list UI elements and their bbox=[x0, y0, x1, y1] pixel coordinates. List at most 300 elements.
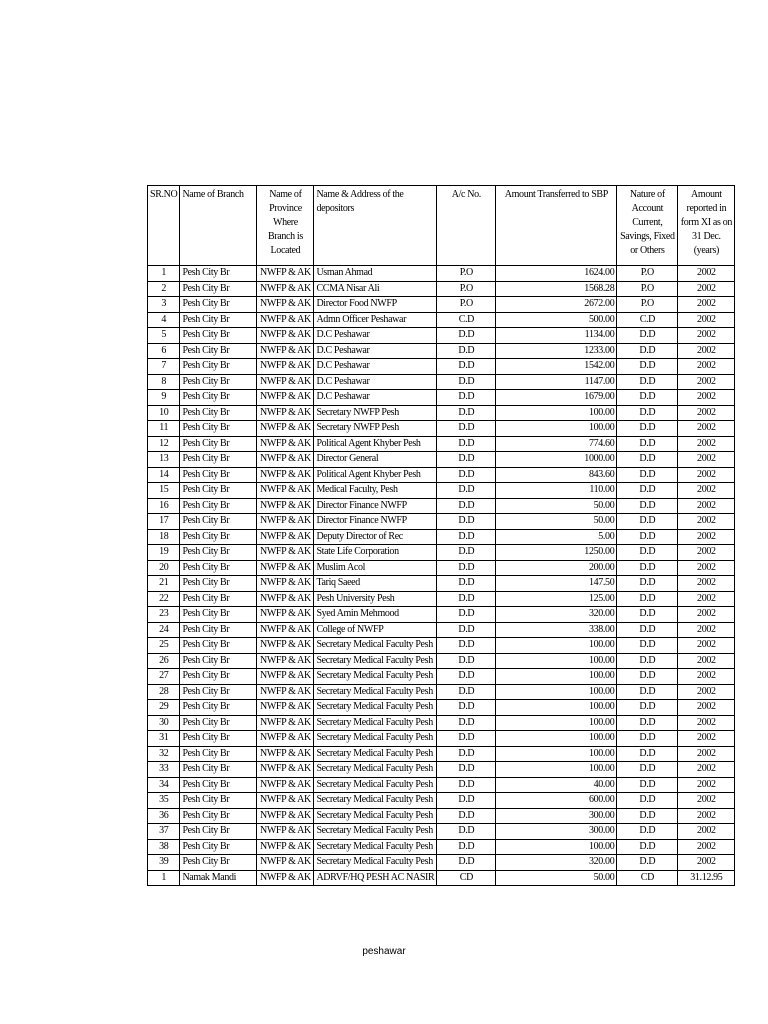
table-row bbox=[148, 545, 735, 561]
cell-province: NWFP & AK bbox=[257, 343, 314, 359]
cell-branch: Pesh City Br bbox=[180, 777, 257, 793]
cell-amount: 2672.00 bbox=[496, 297, 617, 313]
cell-branch: Pesh City Br bbox=[180, 824, 257, 840]
cell-amount: 1000.00 bbox=[496, 452, 617, 468]
cell-depositor: Director General bbox=[314, 452, 437, 468]
cell-depositor: State Life Corporation bbox=[314, 545, 437, 561]
cell-province: NWFP & AK bbox=[257, 793, 314, 809]
cell-nature: C.D bbox=[617, 312, 678, 328]
cell-branch: Pesh City Br bbox=[180, 607, 257, 623]
cell-nature: D.D bbox=[617, 731, 678, 747]
cell-depositor: Political Agent Khyber Pesh bbox=[314, 436, 437, 452]
cell-sr-no: 28 bbox=[148, 684, 180, 700]
cell-branch: Pesh City Br bbox=[180, 855, 257, 871]
cell-amount: 100.00 bbox=[496, 421, 617, 437]
cell-depositor: Political Agent Khyber Pesh bbox=[314, 467, 437, 483]
table-row bbox=[148, 622, 735, 638]
cell-account-no: D.D bbox=[437, 700, 496, 716]
table-row bbox=[148, 560, 735, 576]
cell-nature: D.D bbox=[617, 374, 678, 390]
cell-branch: Pesh City Br bbox=[180, 281, 257, 297]
cell-sr-no: 21 bbox=[148, 576, 180, 592]
cell-account-no: D.D bbox=[437, 421, 496, 437]
cell-province: NWFP & AK bbox=[257, 312, 314, 328]
cell-nature: D.D bbox=[617, 653, 678, 669]
cell-sr-no: 1 bbox=[148, 870, 180, 886]
cell-sr-no: 26 bbox=[148, 653, 180, 669]
cell-account-no: D.D bbox=[437, 793, 496, 809]
cell-branch: Pesh City Br bbox=[180, 684, 257, 700]
cell-sr-no: 13 bbox=[148, 452, 180, 468]
header-nature: Nature of Account Current, Savings, Fixed or Others bbox=[617, 186, 678, 266]
cell-reported: 2002 bbox=[678, 312, 735, 328]
table-row bbox=[148, 684, 735, 700]
cell-nature: D.D bbox=[617, 715, 678, 731]
cell-province: NWFP & AK bbox=[257, 483, 314, 499]
cell-account-no: P.O bbox=[437, 297, 496, 313]
cell-nature: D.D bbox=[617, 746, 678, 762]
cell-amount: 100.00 bbox=[496, 700, 617, 716]
cell-sr-no: 16 bbox=[148, 498, 180, 514]
cell-province: NWFP & AK bbox=[257, 700, 314, 716]
cell-branch: Pesh City Br bbox=[180, 746, 257, 762]
header-sr-no: SR.NO bbox=[148, 186, 180, 266]
cell-branch: Pesh City Br bbox=[180, 700, 257, 716]
cell-province: NWFP & AK bbox=[257, 452, 314, 468]
table-row bbox=[148, 328, 735, 344]
cell-nature: D.D bbox=[617, 421, 678, 437]
cell-branch: Pesh City Br bbox=[180, 359, 257, 375]
cell-nature: P.O bbox=[617, 281, 678, 297]
cell-reported: 2002 bbox=[678, 576, 735, 592]
page-footer: peshawar bbox=[362, 946, 406, 957]
cell-province: NWFP & AK bbox=[257, 514, 314, 530]
cell-branch: Pesh City Br bbox=[180, 529, 257, 545]
cell-amount: 320.00 bbox=[496, 855, 617, 871]
cell-province: NWFP & AK bbox=[257, 777, 314, 793]
table-row bbox=[148, 529, 735, 545]
table-row bbox=[148, 405, 735, 421]
cell-amount: 1542.00 bbox=[496, 359, 617, 375]
cell-nature: P.O bbox=[617, 266, 678, 282]
depositors-table bbox=[147, 185, 735, 886]
cell-nature: D.D bbox=[617, 467, 678, 483]
header-account-no: A/c No. bbox=[437, 186, 496, 266]
cell-branch: Pesh City Br bbox=[180, 762, 257, 778]
cell-account-no: D.D bbox=[437, 824, 496, 840]
cell-branch: Pesh City Br bbox=[180, 715, 257, 731]
table-row bbox=[148, 855, 735, 871]
cell-reported: 2002 bbox=[678, 483, 735, 499]
table-row bbox=[148, 343, 735, 359]
table-row bbox=[148, 514, 735, 530]
cell-sr-no: 6 bbox=[148, 343, 180, 359]
cell-account-no: D.D bbox=[437, 529, 496, 545]
cell-amount: 100.00 bbox=[496, 715, 617, 731]
cell-account-no: P.O bbox=[437, 281, 496, 297]
cell-depositor: Secretary NWFP Pesh bbox=[314, 421, 437, 437]
cell-reported: 2002 bbox=[678, 700, 735, 716]
cell-nature: D.D bbox=[617, 436, 678, 452]
table-row bbox=[148, 421, 735, 437]
cell-amount: 100.00 bbox=[496, 669, 617, 685]
cell-account-no: CD bbox=[437, 870, 496, 886]
cell-reported: 2002 bbox=[678, 545, 735, 561]
cell-amount: 774.60 bbox=[496, 436, 617, 452]
cell-branch: Pesh City Br bbox=[180, 498, 257, 514]
cell-reported: 2002 bbox=[678, 793, 735, 809]
cell-province: NWFP & AK bbox=[257, 576, 314, 592]
table-row bbox=[148, 715, 735, 731]
cell-depositor: Secretary Medical Faculty Pesh bbox=[314, 669, 437, 685]
cell-nature: D.D bbox=[617, 452, 678, 468]
cell-amount: 100.00 bbox=[496, 746, 617, 762]
cell-sr-no: 24 bbox=[148, 622, 180, 638]
cell-amount: 1147.00 bbox=[496, 374, 617, 390]
cell-account-no: D.D bbox=[437, 746, 496, 762]
cell-reported: 2002 bbox=[678, 405, 735, 421]
table-row bbox=[148, 498, 735, 514]
cell-reported: 2002 bbox=[678, 855, 735, 871]
cell-depositor: D.C Peshawar bbox=[314, 359, 437, 375]
cell-province: NWFP & AK bbox=[257, 638, 314, 654]
cell-amount: 1679.00 bbox=[496, 390, 617, 406]
cell-nature: D.D bbox=[617, 793, 678, 809]
table-row bbox=[148, 374, 735, 390]
cell-sr-no: 35 bbox=[148, 793, 180, 809]
table-row bbox=[148, 390, 735, 406]
cell-nature: D.D bbox=[617, 328, 678, 344]
cell-reported: 2002 bbox=[678, 390, 735, 406]
cell-branch: Pesh City Br bbox=[180, 545, 257, 561]
cell-reported: 2002 bbox=[678, 421, 735, 437]
cell-branch: Pesh City Br bbox=[180, 731, 257, 747]
cell-province: NWFP & AK bbox=[257, 467, 314, 483]
cell-nature: D.D bbox=[617, 591, 678, 607]
cell-account-no: D.D bbox=[437, 560, 496, 576]
cell-nature: D.D bbox=[617, 560, 678, 576]
cell-reported: 2002 bbox=[678, 638, 735, 654]
cell-sr-no: 27 bbox=[148, 669, 180, 685]
cell-amount: 1624.00 bbox=[496, 266, 617, 282]
cell-branch: Pesh City Br bbox=[180, 421, 257, 437]
table-row bbox=[148, 436, 735, 452]
cell-account-no: D.D bbox=[437, 591, 496, 607]
cell-province: NWFP & AK bbox=[257, 715, 314, 731]
cell-reported: 2002 bbox=[678, 622, 735, 638]
cell-reported: 2002 bbox=[678, 328, 735, 344]
cell-amount: 100.00 bbox=[496, 684, 617, 700]
cell-account-no: D.D bbox=[437, 731, 496, 747]
cell-depositor: Usman Ahmad bbox=[314, 266, 437, 282]
cell-reported: 2002 bbox=[678, 731, 735, 747]
cell-reported: 2002 bbox=[678, 281, 735, 297]
cell-branch: Pesh City Br bbox=[180, 436, 257, 452]
cell-depositor: D.C Peshawar bbox=[314, 343, 437, 359]
cell-sr-no: 39 bbox=[148, 855, 180, 871]
cell-province: NWFP & AK bbox=[257, 498, 314, 514]
cell-branch: Pesh City Br bbox=[180, 266, 257, 282]
cell-amount: 320.00 bbox=[496, 607, 617, 623]
cell-depositor: Medical Faculty, Pesh bbox=[314, 483, 437, 499]
cell-amount: 5.00 bbox=[496, 529, 617, 545]
cell-branch: Pesh City Br bbox=[180, 405, 257, 421]
cell-account-no: D.D bbox=[437, 684, 496, 700]
cell-sr-no: 25 bbox=[148, 638, 180, 654]
cell-sr-no: 30 bbox=[148, 715, 180, 731]
cell-reported: 2002 bbox=[678, 591, 735, 607]
table-row bbox=[148, 576, 735, 592]
cell-province: NWFP & AK bbox=[257, 824, 314, 840]
cell-account-no: D.D bbox=[437, 514, 496, 530]
cell-branch: Pesh City Br bbox=[180, 343, 257, 359]
cell-sr-no: 7 bbox=[148, 359, 180, 375]
cell-branch: Pesh City Br bbox=[180, 839, 257, 855]
table-row bbox=[148, 297, 735, 313]
cell-branch: Pesh City Br bbox=[180, 793, 257, 809]
cell-sr-no: 2 bbox=[148, 281, 180, 297]
cell-province: NWFP & AK bbox=[257, 436, 314, 452]
cell-amount: 100.00 bbox=[496, 839, 617, 855]
cell-amount: 125.00 bbox=[496, 591, 617, 607]
table-row bbox=[148, 762, 735, 778]
cell-province: NWFP & AK bbox=[257, 421, 314, 437]
cell-depositor: Secretary Medical Faculty Pesh bbox=[314, 700, 437, 716]
cell-province: NWFP & AK bbox=[257, 374, 314, 390]
cell-depositor: Secretary NWFP Pesh bbox=[314, 405, 437, 421]
cell-province: NWFP & AK bbox=[257, 529, 314, 545]
cell-reported: 2002 bbox=[678, 359, 735, 375]
cell-nature: D.D bbox=[617, 824, 678, 840]
cell-reported: 2002 bbox=[678, 374, 735, 390]
cell-depositor: Syed Amin Mehmood bbox=[314, 607, 437, 623]
cell-amount: 147.50 bbox=[496, 576, 617, 592]
cell-sr-no: 22 bbox=[148, 591, 180, 607]
cell-province: NWFP & AK bbox=[257, 390, 314, 406]
cell-branch: Namak Mandi bbox=[180, 870, 257, 886]
cell-sr-no: 19 bbox=[148, 545, 180, 561]
cell-amount: 843.60 bbox=[496, 467, 617, 483]
cell-nature: D.D bbox=[617, 855, 678, 871]
cell-branch: Pesh City Br bbox=[180, 390, 257, 406]
cell-amount: 50.00 bbox=[496, 870, 617, 886]
cell-reported: 2002 bbox=[678, 297, 735, 313]
cell-branch: Pesh City Br bbox=[180, 638, 257, 654]
cell-reported: 2002 bbox=[678, 452, 735, 468]
cell-nature: CD bbox=[617, 870, 678, 886]
cell-amount: 100.00 bbox=[496, 405, 617, 421]
cell-account-no: D.D bbox=[437, 498, 496, 514]
cell-account-no: D.D bbox=[437, 669, 496, 685]
header-amount: Amount Transferred to SBP bbox=[496, 186, 617, 266]
cell-province: NWFP & AK bbox=[257, 328, 314, 344]
cell-depositor: Tariq Saeed bbox=[314, 576, 437, 592]
header-row bbox=[148, 186, 735, 266]
cell-sr-no: 5 bbox=[148, 328, 180, 344]
cell-province: NWFP & AK bbox=[257, 405, 314, 421]
cell-province: NWFP & AK bbox=[257, 359, 314, 375]
cell-province: NWFP & AK bbox=[257, 684, 314, 700]
cell-province: NWFP & AK bbox=[257, 622, 314, 638]
cell-account-no: D.D bbox=[437, 452, 496, 468]
table-row bbox=[148, 653, 735, 669]
cell-sr-no: 12 bbox=[148, 436, 180, 452]
cell-sr-no: 4 bbox=[148, 312, 180, 328]
cell-account-no: D.D bbox=[437, 405, 496, 421]
cell-reported: 2002 bbox=[678, 560, 735, 576]
cell-nature: D.D bbox=[617, 607, 678, 623]
cell-amount: 300.00 bbox=[496, 824, 617, 840]
cell-sr-no: 36 bbox=[148, 808, 180, 824]
cell-account-no: D.D bbox=[437, 839, 496, 855]
cell-amount: 100.00 bbox=[496, 653, 617, 669]
cell-nature: D.D bbox=[617, 622, 678, 638]
cell-reported: 2002 bbox=[678, 467, 735, 483]
cell-province: NWFP & AK bbox=[257, 560, 314, 576]
cell-reported: 2002 bbox=[678, 777, 735, 793]
cell-nature: D.D bbox=[617, 529, 678, 545]
cell-branch: Pesh City Br bbox=[180, 452, 257, 468]
cell-reported: 2002 bbox=[678, 684, 735, 700]
cell-amount: 100.00 bbox=[496, 638, 617, 654]
cell-branch: Pesh City Br bbox=[180, 374, 257, 390]
table-row bbox=[148, 359, 735, 375]
cell-nature: D.D bbox=[617, 762, 678, 778]
cell-reported: 2002 bbox=[678, 607, 735, 623]
cell-sr-no: 31 bbox=[148, 731, 180, 747]
cell-depositor: Secretary Medical Faculty Pesh bbox=[314, 824, 437, 840]
cell-amount: 338.00 bbox=[496, 622, 617, 638]
cell-province: NWFP & AK bbox=[257, 731, 314, 747]
table-row bbox=[148, 638, 735, 654]
cell-branch: Pesh City Br bbox=[180, 669, 257, 685]
cell-sr-no: 20 bbox=[148, 560, 180, 576]
cell-account-no: D.D bbox=[437, 607, 496, 623]
cell-depositor: Secretary Medical Faculty Pesh bbox=[314, 684, 437, 700]
table-row bbox=[148, 824, 735, 840]
cell-amount: 600.00 bbox=[496, 793, 617, 809]
cell-account-no: D.D bbox=[437, 343, 496, 359]
cell-sr-no: 18 bbox=[148, 529, 180, 545]
cell-province: NWFP & AK bbox=[257, 653, 314, 669]
cell-sr-no: 38 bbox=[148, 839, 180, 855]
cell-depositor: Director Food NWFP bbox=[314, 297, 437, 313]
cell-amount: 200.00 bbox=[496, 560, 617, 576]
cell-branch: Pesh City Br bbox=[180, 622, 257, 638]
cell-branch: Pesh City Br bbox=[180, 297, 257, 313]
cell-depositor: Admn Officer Peshawar bbox=[314, 312, 437, 328]
cell-branch: Pesh City Br bbox=[180, 576, 257, 592]
table-row bbox=[148, 467, 735, 483]
cell-amount: 40.00 bbox=[496, 777, 617, 793]
cell-reported: 2002 bbox=[678, 343, 735, 359]
cell-nature: D.D bbox=[617, 343, 678, 359]
cell-depositor: Secretary Medical Faculty Pesh bbox=[314, 731, 437, 747]
cell-reported: 2002 bbox=[678, 529, 735, 545]
cell-province: NWFP & AK bbox=[257, 607, 314, 623]
cell-amount: 300.00 bbox=[496, 808, 617, 824]
header-depositor: Name & Address of the depositors bbox=[314, 186, 437, 266]
cell-sr-no: 33 bbox=[148, 762, 180, 778]
cell-account-no: D.D bbox=[437, 715, 496, 731]
table-row bbox=[148, 281, 735, 297]
cell-account-no: D.D bbox=[437, 374, 496, 390]
cell-reported: 2002 bbox=[678, 514, 735, 530]
cell-reported: 2002 bbox=[678, 436, 735, 452]
cell-depositor: Secretary Medical Faculty Pesh bbox=[314, 793, 437, 809]
cell-reported: 2002 bbox=[678, 839, 735, 855]
cell-amount: 1233.00 bbox=[496, 343, 617, 359]
cell-amount: 50.00 bbox=[496, 514, 617, 530]
cell-reported: 2002 bbox=[678, 808, 735, 824]
cell-sr-no: 37 bbox=[148, 824, 180, 840]
cell-branch: Pesh City Br bbox=[180, 328, 257, 344]
table-row bbox=[148, 839, 735, 855]
cell-amount: 1568.28 bbox=[496, 281, 617, 297]
cell-account-no: D.D bbox=[437, 483, 496, 499]
cell-account-no: D.D bbox=[437, 436, 496, 452]
cell-sr-no: 3 bbox=[148, 297, 180, 313]
cell-sr-no: 34 bbox=[148, 777, 180, 793]
cell-sr-no: 32 bbox=[148, 746, 180, 762]
cell-account-no: D.D bbox=[437, 808, 496, 824]
table-row bbox=[148, 777, 735, 793]
cell-nature: D.D bbox=[617, 405, 678, 421]
cell-nature: D.D bbox=[617, 483, 678, 499]
cell-province: NWFP & AK bbox=[257, 281, 314, 297]
cell-nature: D.D bbox=[617, 514, 678, 530]
cell-nature: D.D bbox=[617, 777, 678, 793]
cell-reported: 31.12.95 bbox=[678, 870, 735, 886]
cell-branch: Pesh City Br bbox=[180, 514, 257, 530]
cell-reported: 2002 bbox=[678, 746, 735, 762]
cell-amount: 500.00 bbox=[496, 312, 617, 328]
cell-sr-no: 11 bbox=[148, 421, 180, 437]
table-row bbox=[148, 312, 735, 328]
cell-account-no: D.D bbox=[437, 576, 496, 592]
cell-nature: D.D bbox=[617, 359, 678, 375]
cell-sr-no: 14 bbox=[148, 467, 180, 483]
cell-nature: D.D bbox=[617, 498, 678, 514]
cell-nature: D.D bbox=[617, 839, 678, 855]
cell-province: NWFP & AK bbox=[257, 591, 314, 607]
header-reported: Amount reported in form XI as on 31 Dec. (years) bbox=[678, 186, 735, 266]
cell-reported: 2002 bbox=[678, 653, 735, 669]
cell-depositor: Muslim Acol bbox=[314, 560, 437, 576]
cell-sr-no: 17 bbox=[148, 514, 180, 530]
cell-nature: D.D bbox=[617, 576, 678, 592]
cell-account-no: D.D bbox=[437, 467, 496, 483]
table-row bbox=[148, 808, 735, 824]
cell-nature: D.D bbox=[617, 669, 678, 685]
cell-depositor: Secretary Medical Faculty Pesh bbox=[314, 762, 437, 778]
cell-amount: 100.00 bbox=[496, 731, 617, 747]
cell-amount: 110.00 bbox=[496, 483, 617, 499]
table-row bbox=[148, 870, 735, 886]
cell-nature: D.D bbox=[617, 700, 678, 716]
cell-nature: P.O bbox=[617, 297, 678, 313]
cell-account-no: D.D bbox=[437, 545, 496, 561]
cell-sr-no: 10 bbox=[148, 405, 180, 421]
cell-province: NWFP & AK bbox=[257, 855, 314, 871]
table-row bbox=[148, 591, 735, 607]
cell-depositor: Secretary Medical Faculty Pesh bbox=[314, 777, 437, 793]
cell-depositor: Secretary Medical Faculty Pesh bbox=[314, 653, 437, 669]
cell-depositor: D.C Peshawar bbox=[314, 328, 437, 344]
cell-branch: Pesh City Br bbox=[180, 312, 257, 328]
cell-reported: 2002 bbox=[678, 669, 735, 685]
cell-depositor: D.C Peshawar bbox=[314, 374, 437, 390]
